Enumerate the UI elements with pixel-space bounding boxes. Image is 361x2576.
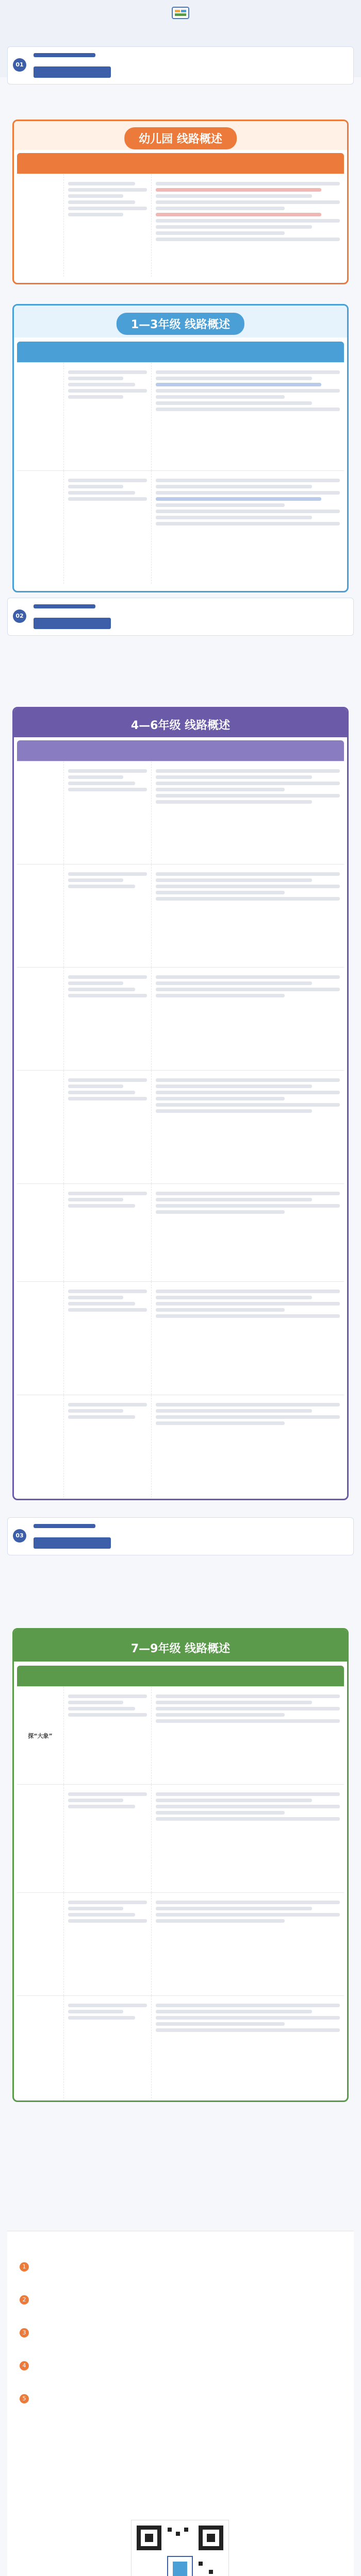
table-row bbox=[17, 174, 344, 277]
row-theme: 探“大象” bbox=[28, 1732, 53, 1739]
header-intro bbox=[151, 1666, 344, 1686]
row-intro bbox=[151, 865, 344, 967]
table-row bbox=[17, 1686, 344, 1784]
grade-1-3-table bbox=[12, 304, 349, 592]
qr-code[interactable] bbox=[131, 2520, 229, 2576]
table-row bbox=[17, 1281, 344, 1395]
kindergarten-table-title: 幼儿园 线路概述 bbox=[124, 127, 237, 149]
kindergarten-table-header bbox=[17, 153, 344, 174]
grade-4-6-table bbox=[12, 707, 349, 1500]
row-theme bbox=[17, 174, 63, 277]
header-intro bbox=[151, 342, 344, 362]
notice-card bbox=[7, 2231, 354, 2576]
row-intro bbox=[151, 471, 344, 584]
row-content bbox=[63, 363, 151, 470]
header-theme bbox=[17, 153, 63, 174]
header-intro bbox=[151, 153, 344, 174]
notice-item: 4 bbox=[20, 2361, 350, 2371]
row-content bbox=[63, 761, 151, 864]
section-1-tag bbox=[34, 53, 95, 57]
row-intro bbox=[151, 968, 344, 1070]
row-content bbox=[63, 1071, 151, 1183]
row-theme bbox=[17, 1785, 63, 1892]
section-3-badge: 03 bbox=[13, 1529, 26, 1543]
row-content bbox=[63, 1282, 151, 1395]
grade-1-3-table-header bbox=[17, 342, 344, 362]
row-content bbox=[63, 1687, 151, 1784]
row-intro bbox=[151, 761, 344, 864]
table-row bbox=[17, 1183, 344, 1281]
section-2-tag bbox=[34, 604, 95, 608]
grade-7-9-table-header bbox=[17, 1666, 344, 1686]
grade-7-9-table-title: 7—9年级 线路概述 bbox=[130, 1642, 231, 1655]
section-3-paragraph bbox=[21, 1561, 340, 1623]
row-intro bbox=[151, 1785, 344, 1892]
row-content bbox=[63, 968, 151, 1070]
row-theme bbox=[17, 1282, 63, 1395]
row-intro bbox=[151, 1184, 344, 1281]
row-theme bbox=[17, 1996, 63, 2102]
header-theme bbox=[17, 1666, 63, 1686]
row-intro bbox=[151, 1395, 344, 1498]
section-2-header bbox=[7, 598, 354, 636]
row-content bbox=[63, 1395, 151, 1498]
table-row bbox=[17, 362, 344, 470]
grade-4-6-table-title: 4—6年级 线路概述 bbox=[130, 719, 231, 732]
section-1-badge: 01 bbox=[13, 58, 26, 72]
notice-item: 5 bbox=[20, 2394, 350, 2404]
grade-1-3-table-title: 1—3年级 线路概述 bbox=[117, 313, 244, 335]
header-content bbox=[63, 153, 151, 174]
section-2-subtag bbox=[34, 618, 111, 629]
section-3-subtag bbox=[34, 1537, 111, 1549]
grade-4-6-table-header bbox=[17, 740, 344, 761]
table-row bbox=[17, 761, 344, 864]
kindergarten-table bbox=[12, 120, 349, 284]
section-2-paragraph bbox=[21, 641, 340, 703]
header-content bbox=[63, 740, 151, 761]
row-intro bbox=[151, 1996, 344, 2102]
header-content bbox=[63, 342, 151, 362]
section-3-header bbox=[7, 1517, 354, 1555]
row-theme bbox=[17, 363, 63, 470]
row-content bbox=[63, 1893, 151, 1995]
row-intro bbox=[151, 1687, 344, 1784]
header-theme bbox=[17, 740, 63, 761]
row-theme bbox=[17, 1184, 63, 1281]
row-content bbox=[63, 1184, 151, 1281]
row-theme bbox=[17, 471, 63, 584]
table-row bbox=[17, 967, 344, 1070]
notice-item: 2 bbox=[20, 2295, 350, 2306]
section-2-badge: 02 bbox=[13, 609, 26, 623]
section-3-tag bbox=[34, 1524, 95, 1528]
row-content bbox=[63, 174, 151, 277]
row-content bbox=[63, 471, 151, 584]
table-row bbox=[17, 470, 344, 584]
grade-7-9-table bbox=[12, 1628, 349, 2102]
header-theme bbox=[17, 342, 63, 362]
table-row bbox=[17, 1892, 344, 1995]
table-row bbox=[17, 864, 344, 967]
row-theme bbox=[17, 1395, 63, 1498]
intro-paragraph bbox=[21, 89, 340, 110]
table-row bbox=[17, 1395, 344, 1498]
header-content bbox=[63, 1666, 151, 1686]
table-row bbox=[17, 1784, 344, 1892]
row-theme bbox=[17, 968, 63, 1070]
section-1-header bbox=[7, 46, 354, 84]
row-content bbox=[63, 865, 151, 967]
header-intro bbox=[151, 740, 344, 761]
row-intro bbox=[151, 1282, 344, 1395]
row-intro bbox=[151, 363, 344, 470]
notice-item: 1 bbox=[20, 2262, 350, 2273]
row-theme bbox=[17, 1893, 63, 1995]
row-content bbox=[63, 1996, 151, 2102]
logo-icon bbox=[170, 4, 191, 22]
table-row bbox=[17, 1995, 344, 2102]
row-intro bbox=[151, 174, 344, 277]
notice-item: 3 bbox=[20, 2328, 350, 2338]
row-content bbox=[63, 1785, 151, 1892]
row-intro bbox=[151, 1071, 344, 1183]
row-theme bbox=[17, 761, 63, 864]
row-theme bbox=[17, 1071, 63, 1183]
section-1-subtag bbox=[34, 66, 111, 78]
row-theme bbox=[17, 865, 63, 967]
row-intro bbox=[151, 1893, 344, 1995]
table-row bbox=[17, 1070, 344, 1183]
